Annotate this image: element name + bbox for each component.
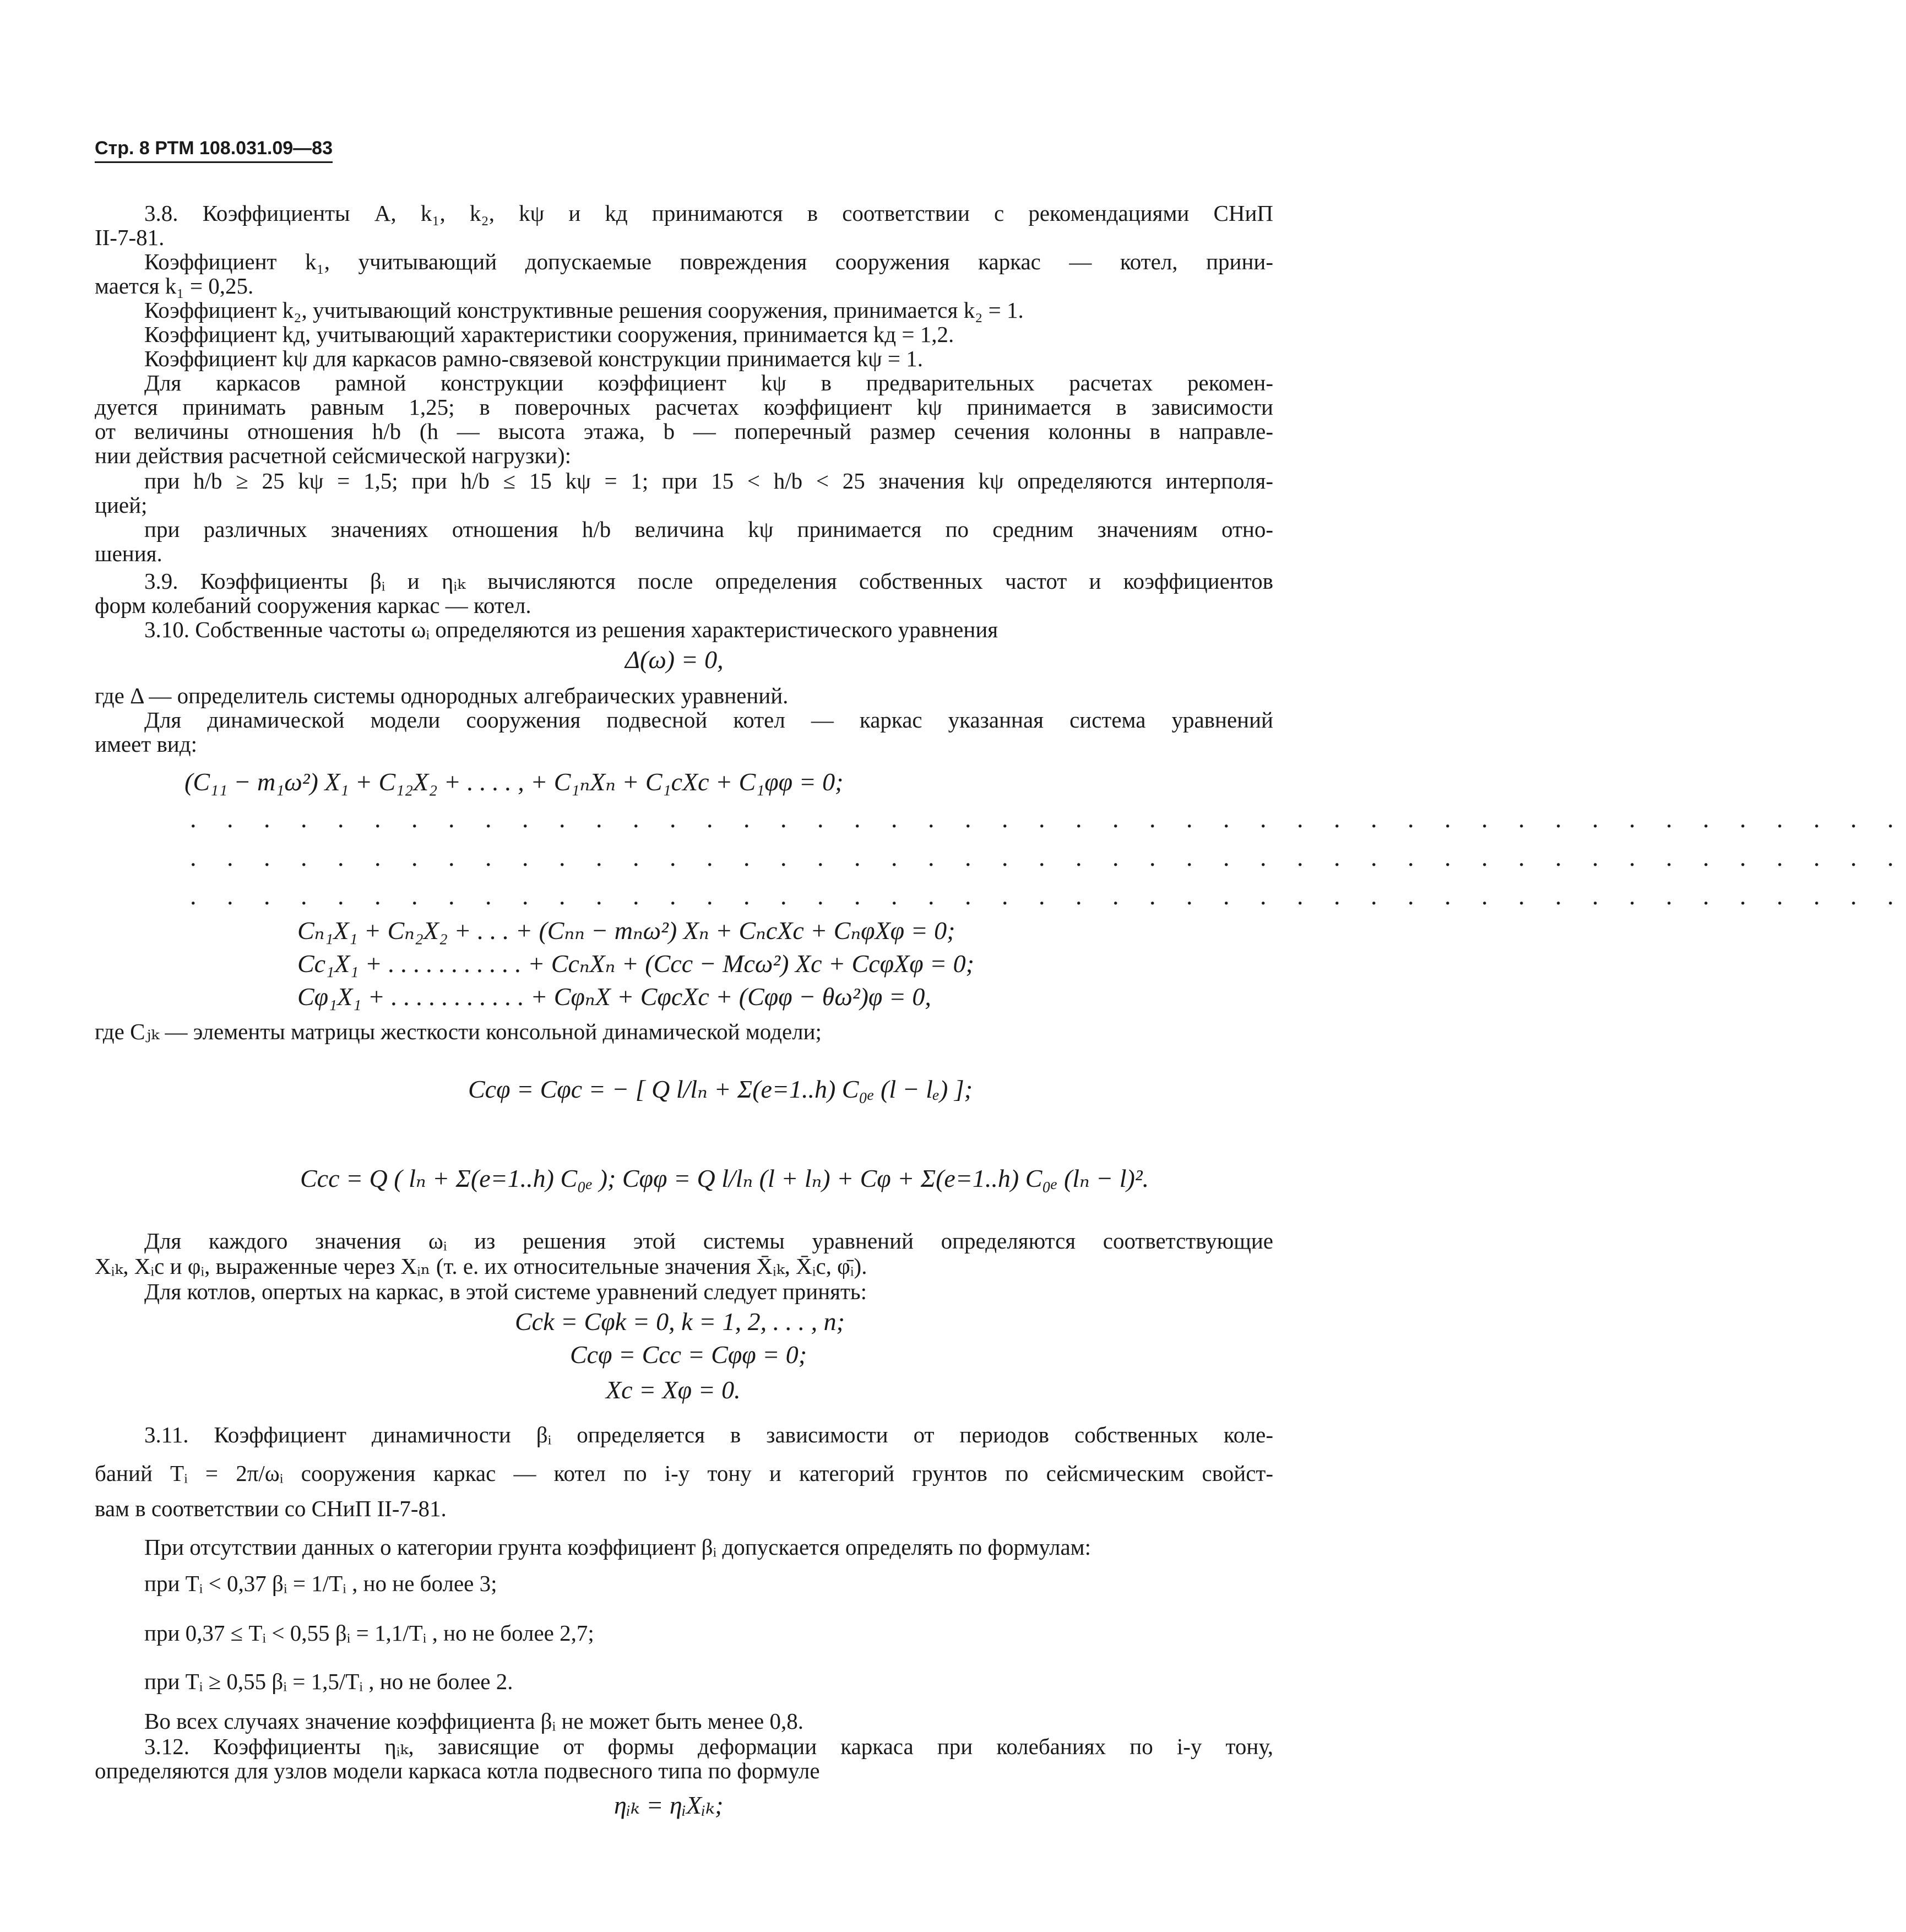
text-line: Коэффициент kψ для каркасов рамно-связевой конструкции принимается kψ = 1. — [144, 346, 924, 371]
text-line: нии действия расчетной сейсмической нагрузки): — [95, 443, 572, 468]
text-line: Во всех случаях значение коэффициента βᵢ не может быть менее 0,8. — [144, 1708, 803, 1734]
text-line: Для каждого значения ωᵢ из решения этой системы уравнений определяются соответствующие — [144, 1228, 1273, 1253]
text-line: 3.9. Коэффициенты βᵢ и ηᵢₖ вычисляются после определения собственных частот и коэффициентов — [144, 568, 1273, 594]
text-line: 3.8. Коэффициенты A, k₁, k₂, kψ и kд принимаются в соответствии с рекомендациями СНиП — [144, 200, 1273, 226]
text-line: определяются для узлов модели каркаса котла подвесного типа по формуле — [95, 1758, 820, 1783]
dots-row: . . . . . . . . . . . . . . . . . . . . . . . . . . . . . . . . . . . . . . . . . . . . . . . — [190, 882, 1906, 910]
text-line: Коэффициент k₂, учитывающий конструктивные решения сооружения, принимается k₂ = 1. — [144, 297, 1024, 323]
text-line: от величины отношения h/b (h — высота этажа, b — поперечный размер сечения колонны в направле- — [95, 419, 1273, 444]
text-line: форм колебаний сооружения каркас — котел. — [95, 593, 531, 618]
dots-row: . . . . . . . . . . . . . . . . . . . . . . . . . . . . . . . . . . . . . . . . . . . . . . . — [190, 805, 1906, 833]
text-line: вам в соответствии со СНиП II-7-81. — [95, 1496, 447, 1521]
text-line: Коэффициент kд, учитывающий характеристики сооружения, принимается kд = 1,2. — [144, 322, 954, 347]
text-line: Для котлов, опертых на каркас, в этой системе уравнений следует принять: — [144, 1279, 867, 1304]
text-line: баний Tᵢ = 2π/ωᵢ сооружения каркас — котел по i-у тону и категорий грунтов по сейсмическим свойст- — [95, 1461, 1273, 1486]
text-line: шения. — [95, 541, 162, 566]
equation-row: Cₙ₁X₁ + Cₙ₂X₂ + . . . + (Cₙₙ − mₙω²) Xₙ + CₙcXc + CₙφXφ = 0; — [297, 916, 955, 945]
formula-line: Ccφ = Ccc = Cφφ = 0; — [570, 1341, 807, 1369]
text-line: мается k₁ = 0,25. — [95, 273, 254, 299]
formula-line: Cck = Cφk = 0, k = 1, 2, . . . , n; — [515, 1307, 845, 1336]
text-line: Коэффициент k₁, учитывающий допускаемые повреждения сооружения каркас — котел, прини- — [144, 249, 1273, 274]
formula-eta: ηᵢₖ = ηᵢXᵢₖ; — [614, 1791, 724, 1819]
text-line: где Δ — определитель системы однородных алгебраических уравнений. — [95, 683, 789, 708]
text-line: 3.10. Собственные частоты ωᵢ определяются из решения характеристического уравнения — [144, 617, 998, 642]
text-line: где Cⱼₖ — элементы матрицы жесткости консольной динамической модели; — [95, 1019, 822, 1044]
formula-ccc: Ccc = Q ( lₙ + Σ(e=1..h) C₀ₑ ); Cφφ = Q l/lₙ (l + lₙ) + Cφ + Σ(e=1..h) C₀ₑ (lₙ − l)². — [300, 1164, 1149, 1192]
equation-row: Cc₁X₁ + . . . . . . . . . . . + CcₙXₙ + (Ccc − Mcω²) Xc + CcφXφ = 0; — [297, 949, 974, 978]
text-line: 3.12. Коэффициенты ηᵢₖ, зависящие от формы деформации каркаса при колебаниях по i-у тону, — [144, 1734, 1273, 1759]
text-line: 3.11. Коэффициент динамичности βᵢ определяется в зависимости от периодов собственных коле- — [144, 1422, 1273, 1447]
formula-line: при 0,37 ≤ Tᵢ < 0,55 βᵢ = 1,1/Tᵢ , но не более 2,7; — [144, 1620, 594, 1646]
text-line: цией; — [95, 492, 148, 518]
formula-line: при Tᵢ ≥ 0,55 βᵢ = 1,5/Tᵢ , но не более 2. — [144, 1669, 513, 1694]
formula-line: при Tᵢ < 0,37 βᵢ = 1/Tᵢ , но не более 3; — [144, 1571, 497, 1596]
text-line: Для каркасов рамной конструкции коэффициент kψ в предварительных расчетах рекомен- — [144, 370, 1273, 395]
text-line: при h/b ≥ 25 kψ = 1,5; при h/b ≤ 15 kψ = 1; при 15 < h/b < 25 значения kψ определяются интерполя- — [144, 468, 1273, 493]
text-line: при различных значениях отношения h/b величина kψ принимается по средним значениям отно- — [144, 517, 1273, 542]
characteristic-equation: Δ(ω) = 0, — [625, 645, 724, 674]
text-line: имеет вид: — [95, 731, 198, 757]
formula-line: Xc = Xφ = 0. — [606, 1376, 741, 1404]
text-line: При отсутствии данных о категории грунта коэффициент βᵢ допускается определять по формулам: — [144, 1534, 1091, 1560]
dots-row: . . . . . . . . . . . . . . . . . . . . . . . . . . . . . . . . . . . . . . . . . . . . . . . — [190, 843, 1906, 871]
text-line: дуется принимать равным 1,25; в поверочных расчетах коэффициент kψ принимается в зависимости — [95, 394, 1273, 420]
page-header: Стр. 8 РТМ 108.031.09—83 — [95, 138, 333, 163]
formula-ccphi: Ccφ = Cφc = − [ Q l/lₙ + Σ(e=1..h) C₀ₑ (l − lₑ) ]; — [468, 1075, 973, 1103]
text-line: Xᵢₖ, Xᵢc и φᵢ, выраженные через Xᵢₙ (т. е. их относительные значения X̄ᵢₖ, X̄ᵢc, φ̄ᵢ). — [95, 1253, 867, 1279]
text-line: II-7-81. — [95, 225, 165, 250]
equation-row: Cφ₁X₁ + . . . . . . . . . . . + CφₙX + CφcXc + (Cφφ − θω²)φ = 0, — [297, 983, 931, 1011]
equation-row: (C₁₁ − m₁ω²) X₁ + C₁₂X₂ + . . . . , + C₁ₙXₙ + C₁cXc + C₁φφ = 0; — [184, 768, 844, 796]
text-line: Для динамической модели сооружения подвесной котел — каркас указанная система уравнений — [144, 707, 1273, 732]
